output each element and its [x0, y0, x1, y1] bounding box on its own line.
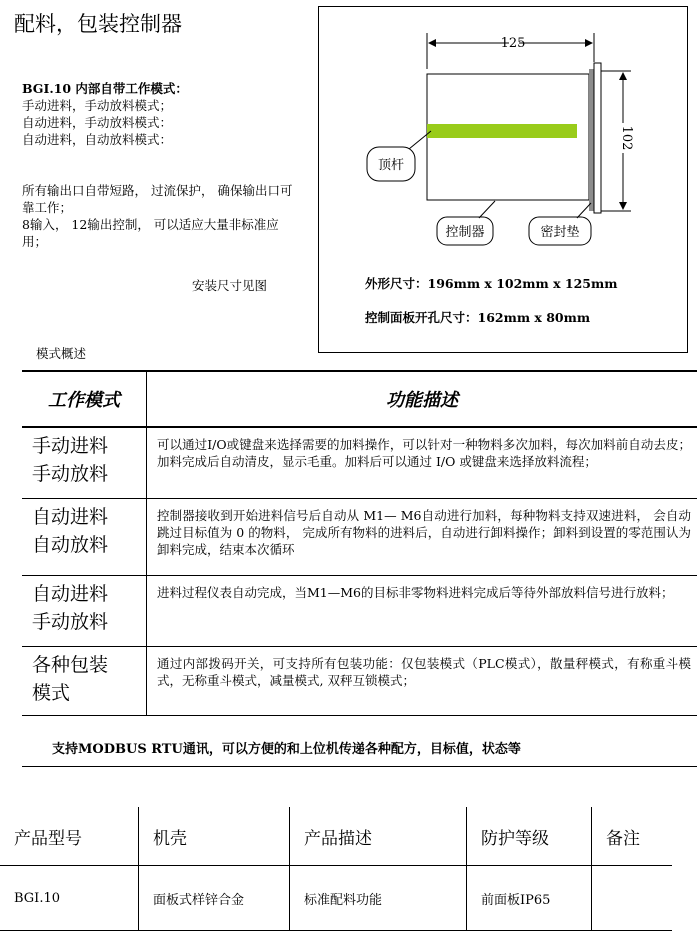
header-model: 产品型号	[0, 807, 139, 866]
header-description: 产品描述	[290, 807, 467, 866]
table-row	[0, 866, 672, 931]
header-mode: 工作模式	[22, 372, 147, 426]
mode-name-line: 手动进料	[32, 435, 109, 457]
page-title: 配料，包装控制器	[14, 12, 182, 36]
mode-name-line: 自动放料	[32, 534, 109, 556]
ejector-bar	[427, 124, 577, 138]
outer-dimensions: 外形尺寸：196mm x 102mm x 125mm	[365, 276, 618, 291]
table-row	[22, 576, 697, 647]
gasket-strip	[589, 69, 594, 211]
table-row	[22, 499, 697, 576]
product-table	[0, 807, 672, 931]
mode-table-caption: 模式概述	[36, 346, 87, 361]
mode-name-line: 模式	[32, 682, 71, 704]
product-header-row	[0, 807, 672, 866]
front-panel	[594, 63, 601, 213]
mode-desc: 可以通过I/O或键盘来选择需要的加料操作，可以针对一种物料多次加料，每次加料前自动去皮； 加料完成后自动清皮，显示毛重。加料后可以通过 I/O 或键盘来选择放料流程；	[157, 437, 691, 469]
cell-description: 标准配料功能	[290, 866, 467, 931]
mode-desc: 控制器接收到开始进料信号后自动从 M1— M6自动进行加料，每种物料支持双速进料， 会自动跳过目标值为 0 的物料， 完成所有物料的进料后，自动进行卸料操作；卸料到设置的零范围认为卸料完成，结束本次循环	[157, 508, 691, 557]
table-row	[22, 428, 697, 499]
mode-table-header	[22, 370, 697, 428]
dimension-drawing	[319, 7, 689, 354]
mode-name-line: 自动进料	[32, 506, 109, 528]
mode-name	[22, 428, 147, 498]
features-block	[22, 80, 302, 250]
mode-name	[22, 576, 147, 646]
header-remarks: 备注	[592, 807, 673, 866]
feature-mode-3: 自动进料，自动放料模式：	[22, 132, 173, 147]
header-protection: 防护等级	[467, 807, 592, 866]
header-housing: 机壳	[139, 807, 290, 866]
header-desc: 功能描述	[386, 390, 458, 411]
feature-protection: 所有输出口自带短路， 过流保护， 确保输出口可靠工作；	[22, 183, 293, 215]
width-label: 125	[500, 36, 526, 51]
cell-housing: 面板式样锌合金	[139, 866, 290, 931]
height-label: 102	[619, 125, 634, 151]
gasket-leader	[577, 203, 591, 218]
gasket-label: 密封垫	[540, 225, 580, 240]
ejector-label: 顶杆	[377, 158, 405, 173]
cell-remarks	[592, 866, 673, 931]
feature-mode-2: 自动进料，手动放料模式：	[22, 115, 173, 130]
feature-mode-1: 手动进料，手动放料模式；	[22, 98, 173, 113]
panel-cutout: 控制面板开孔尺寸：162mm x 80mm	[365, 310, 591, 325]
mode-desc: 通过内部拨码开关，可支持所有包装功能：仅包装模式（PLC模式），散量秤模式，有称重斗模式，无称重斗模式，减量模式, 双秤互锁模式；	[157, 656, 691, 688]
controller-leader	[479, 201, 495, 218]
mode-name-line: 自动进料	[32, 583, 109, 605]
mode-name	[22, 499, 147, 575]
cell-protection: 前面板IP65	[467, 866, 592, 931]
divider	[22, 766, 697, 767]
install-note: 安装尺寸见图	[192, 278, 268, 293]
table-row	[22, 647, 697, 716]
mode-name-line: 手动放料	[32, 611, 109, 633]
modbus-note: 支持MODBUS RTU通讯，可以方便的和上位机传递各种配方，目标值，状态等	[52, 742, 521, 757]
mode-name-line: 各种包装	[32, 654, 109, 676]
model-mode-heading: BGI.10 内部自带工作模式：	[22, 81, 188, 96]
controller-label: 控制器	[445, 225, 485, 240]
mode-name	[22, 647, 147, 715]
dimension-diagram	[318, 6, 688, 353]
mode-table	[22, 370, 697, 716]
feature-io: 8输入， 12输出控制， 可以适应大量非标准应用；	[22, 217, 279, 249]
mode-desc: 进料过程仪表自动完成，当M1—M6的目标非零物料进料完成后等待外部放料信号进行放料；	[157, 585, 674, 600]
mode-name-line: 手动放料	[32, 463, 109, 485]
cell-model: BGI.10	[0, 866, 139, 931]
